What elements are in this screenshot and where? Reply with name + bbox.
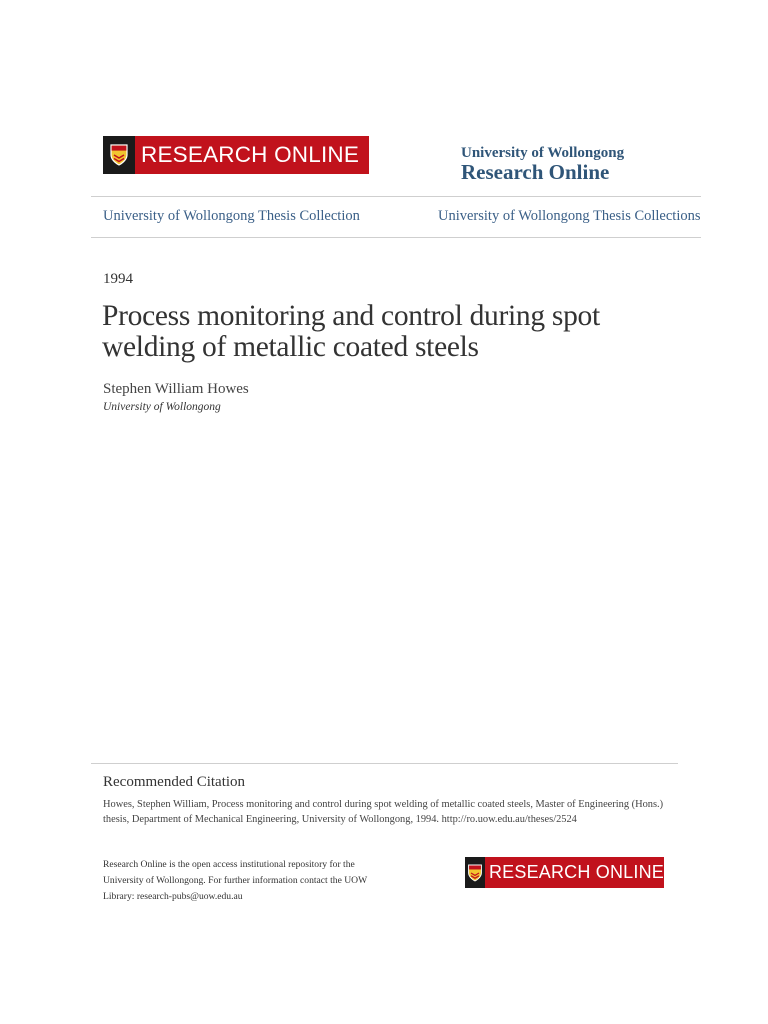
shield-icon-box xyxy=(465,857,485,888)
citation-text: Howes, Stephen William, Process monitoring and control during spot welding of metallic coated steels, Master of Engineering (Hons.) thesis, Department of Mechanical Engineering, University of Wollongong, 1994. http://ro.uow.edu.au/theses/2524 xyxy=(103,799,664,825)
university-name[interactable]: University of Wollongong xyxy=(461,145,625,161)
repository-info: Research Online is the open access institutional repository for the University of Wollongong. For further information contact the UOW Library: research-pubs@uow.edu.au xyxy=(103,859,367,902)
divider xyxy=(91,196,701,197)
shield-icon-box xyxy=(103,136,135,174)
shield-icon xyxy=(109,143,129,167)
research-online-logo[interactable] xyxy=(103,136,369,174)
author-name: Stephen William Howes xyxy=(103,381,249,397)
divider xyxy=(91,237,701,238)
logo-wordmark: RESEARCH ONLINE xyxy=(141,142,360,167)
repository-name[interactable]: Research Online xyxy=(461,160,610,184)
citation-heading: Recommended Citation xyxy=(103,774,246,790)
logo-wordmark: RESEARCH ONLINE xyxy=(488,862,664,882)
thesis-collection-link[interactable]: University of Wollongong Thesis Collection xyxy=(103,208,360,224)
document-title: Process monitoring and control during spot welding of metallic coated steels xyxy=(102,300,600,363)
thesis-collections-link[interactable]: University of Wollongong Thesis Collections xyxy=(438,208,701,224)
shield-icon xyxy=(467,863,483,883)
author-affiliation: University of Wollongong xyxy=(103,401,221,413)
research-online-logo-footer[interactable] xyxy=(465,857,664,888)
divider xyxy=(91,763,678,764)
publication-year: 1994 xyxy=(103,271,133,287)
